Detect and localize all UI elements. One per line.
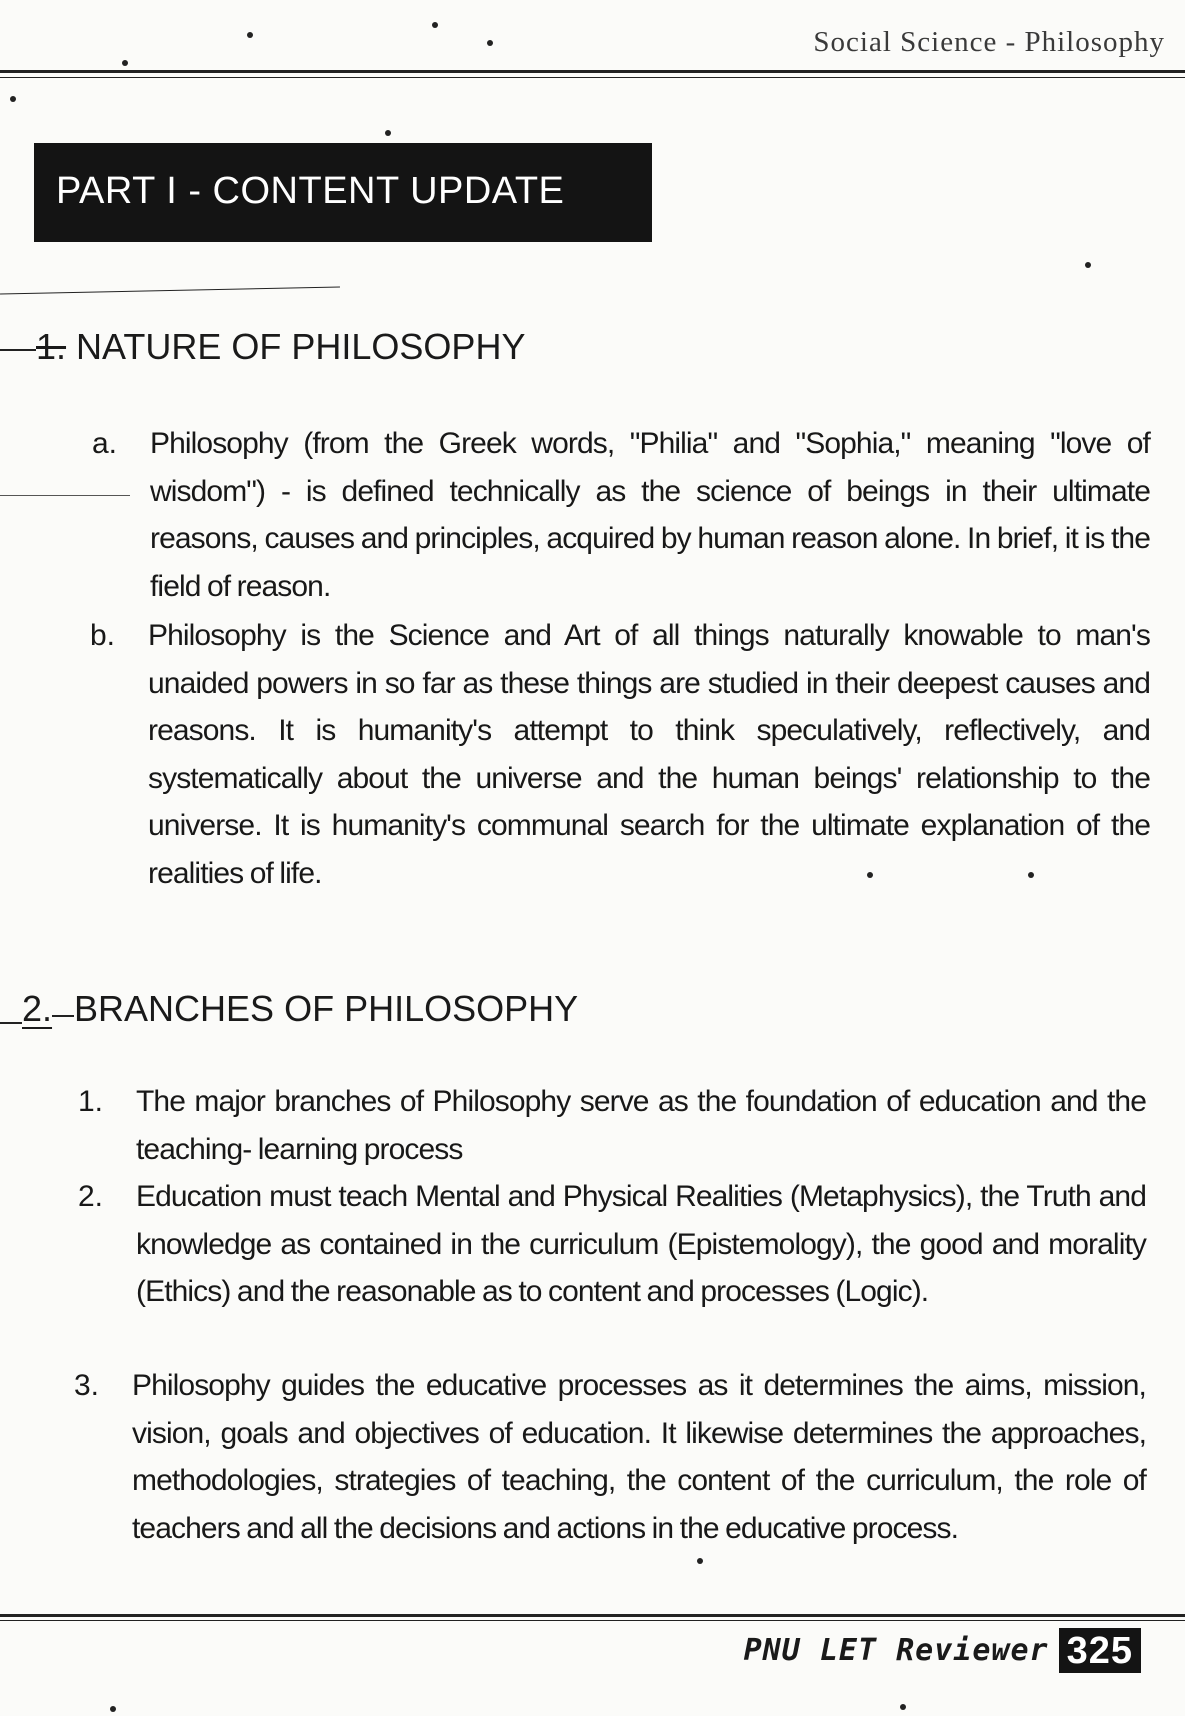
- list-item: [74, 1362, 1146, 1552]
- footer-label: PNU LET Reviewer: [743, 1633, 1049, 1668]
- heading-lead-line: [0, 1022, 22, 1024]
- list-item-text: Philosophy (from the Greek words, "Philia" and "Sophia," meaning "love of wisdom") - is defined technically as the science of beings in their ultimate reasons, causes and principles, acquired by human reason alone. In brief, it is the field of reason.: [150, 427, 1150, 603]
- list-item-text: Philosophy is the Science and Art of all things naturally knowable to man's unaided powers in so far as these things are studied in their deepest causes and reasons. It is humanity's attempt to think speculatively, reflectively, and systematically about the universe and the human beings' relationship to the universe. It is humanity's communal search for the ultimate explanation of the realities of life.: [148, 619, 1150, 890]
- section-title: BRANCHES OF PHILOSOPHY: [74, 988, 579, 1029]
- section-title: NATURE OF PHILOSOPHY: [76, 326, 526, 367]
- footer-rule-thin: [0, 1620, 1185, 1621]
- heading-lead-line: [0, 349, 36, 351]
- running-header: Social Science - Philosophy: [813, 26, 1165, 58]
- list-item: [78, 1173, 1146, 1316]
- scan-speck: [1085, 262, 1091, 268]
- list-marker: b.: [90, 619, 116, 652]
- header-rule-thin: [0, 77, 1185, 78]
- scan-speck: [867, 872, 873, 878]
- scan-speck: [385, 130, 391, 136]
- part-title-banner: [34, 143, 652, 242]
- heading-underline: [52, 1015, 74, 1017]
- scan-speck: [10, 96, 16, 102]
- list-marker: 1.: [78, 1085, 104, 1118]
- list-item-text: The major branches of Philosophy serve as the foundation of education and the teaching- learning process: [136, 1085, 1146, 1166]
- section-number: 1.: [36, 326, 67, 367]
- list-item-text: Education must teach Mental and Physical Realities (Metaphysics), the Truth and knowledge as contained in the curriculum (Epistemology), the good and morality (Ethics) and the reasonable as to content and processes (Logic).: [136, 1180, 1146, 1308]
- list-marker: a.: [92, 427, 118, 460]
- list-item: [92, 420, 1150, 610]
- list-marker: 3.: [74, 1369, 100, 1402]
- list-marker: 2.: [78, 1180, 104, 1213]
- page-footer: [744, 1628, 1141, 1673]
- list-item-text: Philosophy guides the educative processes as it determines the aims, mission, vision, goals and objectives of education. It likewise determines the approaches, methodologies, strategies of teaching, the content of the curriculum, the role of teachers and all the decisions and actions in the educative process.: [132, 1369, 1146, 1545]
- part-title: PART I - CONTENT UPDATE: [56, 170, 565, 212]
- list-item: [78, 1078, 1146, 1173]
- footer-rule: [0, 1614, 1185, 1617]
- scan-speck: [697, 1558, 703, 1564]
- header-rule: [0, 70, 1185, 73]
- section-heading-branches: [0, 988, 578, 1030]
- section-number: 2.: [22, 988, 53, 1029]
- scan-speck: [900, 1704, 906, 1710]
- scan-speck: [247, 32, 253, 38]
- scan-speck: [487, 40, 493, 46]
- section-heading-nature: [0, 326, 525, 368]
- margin-dash: [0, 495, 130, 496]
- scan-speck: [110, 1706, 116, 1712]
- scan-speck: [1028, 872, 1034, 878]
- scan-speck: [432, 22, 438, 28]
- scan-speck: [122, 60, 128, 66]
- list-item: [90, 612, 1150, 897]
- page-number: 325: [1059, 1628, 1141, 1673]
- divider-line: [0, 286, 340, 294]
